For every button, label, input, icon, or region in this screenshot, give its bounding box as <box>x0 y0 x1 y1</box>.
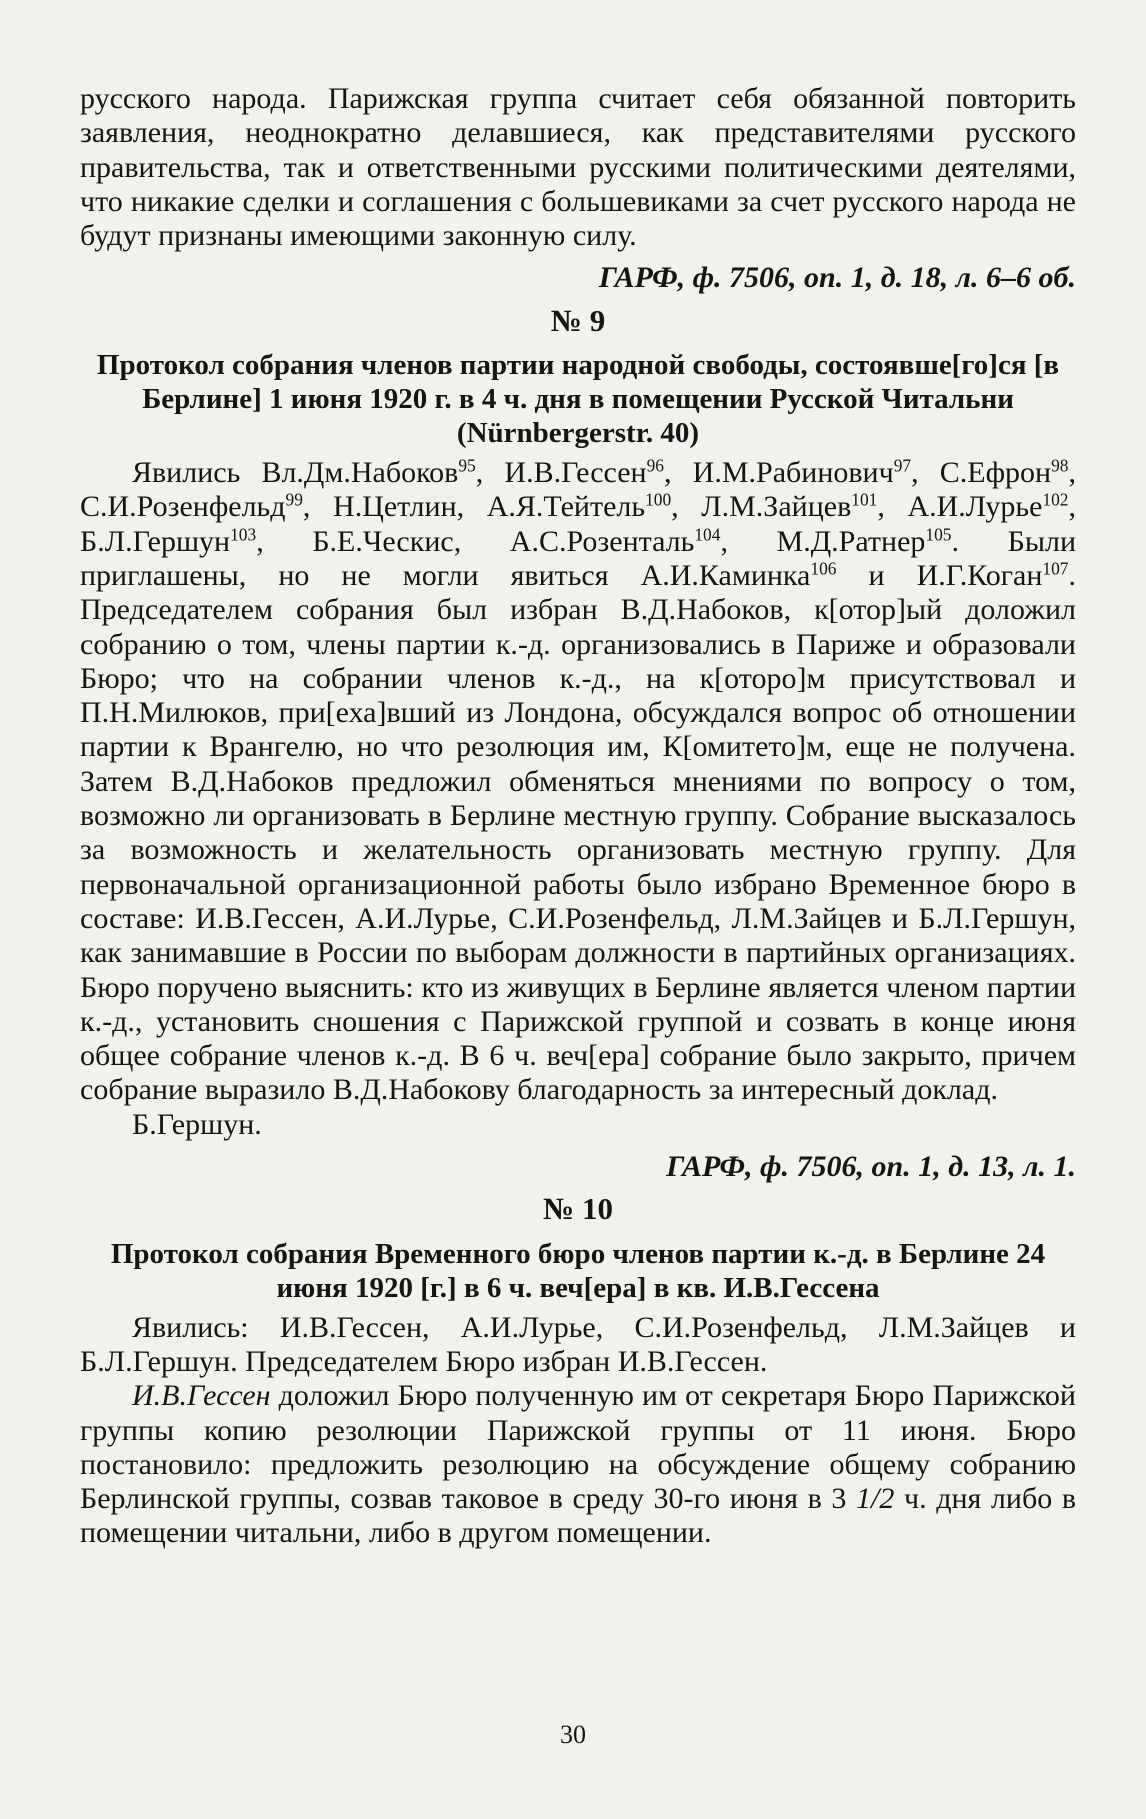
person-name: Л.М.Зайцев <box>701 490 852 524</box>
protocol-paragraph <box>80 1379 1076 1550</box>
footnote-ref: 97 <box>893 455 912 476</box>
person-name: И.В.Гессен <box>504 456 647 490</box>
person-name: А.Я.Тейтель <box>486 490 646 524</box>
document-title: Протокол собрания Временного бюро членов партии к.-д. в Берлине 24 июня 1920 [г.] в 6 ч. веч[ера] в кв. И.В.Гессена <box>110 1237 1046 1304</box>
protocol-paragraph <box>80 456 1076 1108</box>
document-number: № 9 <box>550 302 606 338</box>
document-title: Протокол собрания членов партии народной свободы, состоявше[го]ся [в Берлине] 1 июня 1920 г. в 4 ч. дня в помещении Русской Читальни (Nürnbergerstr. 40) <box>96 349 1060 450</box>
person-name: Б.Л.Гершун <box>80 524 231 558</box>
person-name: С.И.Розенфельд <box>80 490 286 524</box>
footnote-ref: 103 <box>230 524 257 545</box>
footnote-ref: 95 <box>458 455 476 476</box>
person-name: И.Г.Коган <box>916 558 1043 592</box>
footnote-ref: 96 <box>646 455 664 476</box>
person-name: А.И.Лурье <box>907 490 1043 524</box>
footnote-ref: 98 <box>1051 455 1069 476</box>
protocol-paragraph: Явились: И.В.Гессен, А.И.Лурье, С.И.Розенфельд, Л.М.Зайцев и Б.Л.Гершун. Председателем Бюро избран И.В.Гессен. <box>80 1310 1076 1378</box>
absent-list: А.И.Каминка$^{106}$ и И.Г.Коган$^{107}$. <box>640 558 1076 592</box>
absent-intro: Были приглашены, но не могли явиться <box>80 524 1077 592</box>
fraction: 1/2 <box>856 1482 895 1516</box>
archive-source: ГАРФ, ф. 7506, оп. 1, д. 18, л. 6–6 об. <box>598 261 1076 295</box>
opening-word: Явились <box>132 456 262 490</box>
footnote-ref: 106 <box>810 558 837 579</box>
speaker-name: И.В.Гессен <box>132 1379 271 1413</box>
footnote-ref: 105 <box>925 524 952 545</box>
attendee-list: Вл.Дм.Набоков$^{95}$, И.В.Гессен$^{96}$, И.М.Рабинович$^{97}$, С.Ефрон$^{98}$, С.И.Розенфельд$^{99}$, Н.Цетлин, А.Я.Тейтель$^{100}$, Л.М.Зайцев$^{101}$, А.И.Лурье$^{102}$, Б.Л.Гершун$^{103}$, Б.Е.Ческис, А.С.Розенталь$^{104}$, М.Д.Ратнер$^{105}$. <box>80 455 1076 558</box>
footnote-ref: 101 <box>851 489 878 510</box>
protocol-body: Председателем собрания был избран В.Д.Набоков, к[отор]ый доложил собранию о том, члены партии к.-д. организовались в Париже и образовали Бюро; что на собрании членов к.-д., на к[оторо]м присутствовал и П.Н.Милюков, при[еха]вший из Лондона, обсуждался вопрос об отношении партии к Врангелю, но что резолюция им, К[омитето]м, еще не получена. Затем В.Д.Набоков предложил обменяться мнениями по вопросу о том, возможно ли организовать в Берлине местную группу. Собрание высказалось за возможность и желательность организовать местную группу. Для первоначальной организационной работы было избрано Временное бюро в составе: И.В.Гессен, А.И.Лурье, С.И.Розенфельд, Л.М.Зайцев и Б.Л.Гершун, как занимавшие в России по выборам должности в партийных организациях. Бюро поручено выяснить: кто из живущих в Берлине является членом партии к.-д., установить сношения с Парижской группой и созвать в конце июня общее собрание членов к.-д. В 6 ч. веч[ера] собрание было закрыто, причем собрание выразило В.Д.Набокову благодарность за интересный доклад. <box>80 593 1076 1107</box>
paragraph-text: ч. дня либо в помещении читальни, либо в другом помещении. <box>80 1482 1076 1550</box>
document-number: № 10 <box>543 1191 613 1227</box>
paragraph-text: доложил Бюро полученную им от секретаря Бюро Парижской группы копию резолюции Парижской группы от 11 июня. Бюро постановило: предложить резолюцию на обсуждение общему собранию Берлинской группы, созвав таковое в среду 30-го июня в 3 <box>80 1379 1076 1516</box>
person-name: И.М.Рабинович <box>692 456 894 490</box>
archive-source: ГАРФ, ф. 7506, оп. 1, д. 13, л. 1. <box>666 1150 1076 1184</box>
person-name: Н.Цетлин <box>333 490 457 524</box>
footnote-ref: 107 <box>1042 558 1069 579</box>
intro-paragraph: русского народа. Парижская группа считает себя обязанной повторить заявления, неоднократно делавшиеся, как представителями русского правительства, так и ответственными русскими политическими деятелями, что никакие сделки и соглашения с большевиками за счет русского народа не будут признаны имеющими законную силу. <box>80 82 1076 253</box>
person-name: А.И.Каминка <box>640 558 811 592</box>
person-name: С.Ефрон <box>939 456 1052 490</box>
signature: Б.Гершун. <box>132 1107 262 1141</box>
footnote-ref: 99 <box>285 489 303 510</box>
footnote-ref: 102 <box>1042 489 1069 510</box>
person-name: Б.Е.Ческис <box>312 524 454 558</box>
page-number: 30 <box>560 1720 586 1749</box>
footnote-ref: 100 <box>645 489 672 510</box>
body-text <box>80 82 1076 1551</box>
person-name: А.С.Розенталь <box>509 524 695 558</box>
person-name: М.Д.Ратнер <box>776 524 926 558</box>
footnote-ref: 104 <box>694 524 721 545</box>
person-name: Вл.Дм.Набоков <box>261 456 459 490</box>
